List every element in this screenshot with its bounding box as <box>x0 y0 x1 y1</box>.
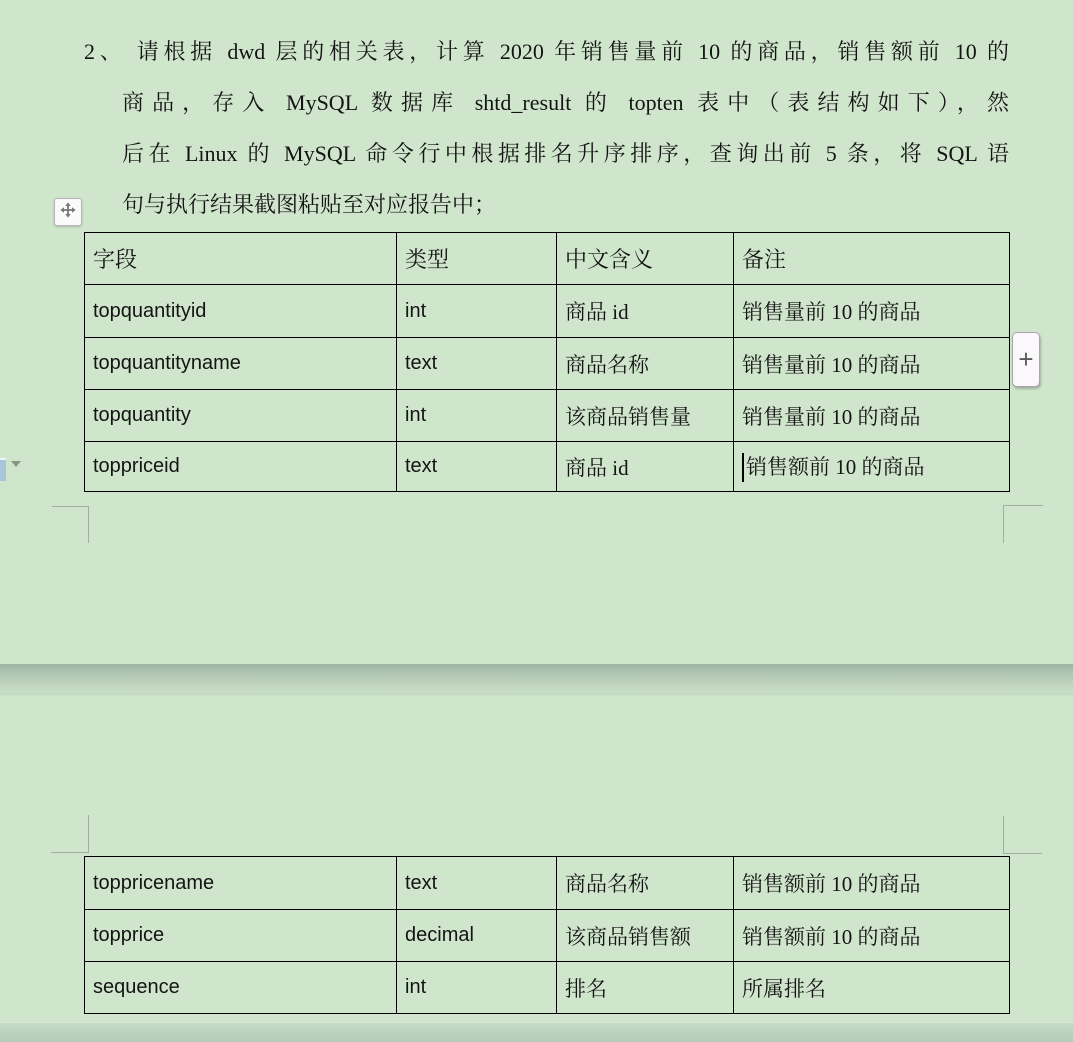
header-meaning[interactable]: 中文含义 <box>557 233 734 285</box>
margin-mark-page2-left <box>51 815 89 853</box>
paragraph-line[interactable]: 句与执行结果截图粘贴至对应报告中； <box>122 192 497 217</box>
table-header-row <box>85 233 1010 285</box>
paragraph-line[interactable]: 后在 Linux 的 MySQL 命令行中根据排名升序排序，查询出前 5 条，将 SQL 语 <box>122 141 1009 166</box>
page-break-gap <box>0 664 1073 696</box>
table-cell[interactable]: 商品 id <box>557 285 734 338</box>
edge-scroll-widget[interactable] <box>0 458 6 481</box>
table-cell[interactable]: 该商品销售量 <box>557 390 734 442</box>
table-row <box>85 442 1010 492</box>
table-cell[interactable]: int <box>397 390 557 442</box>
margin-mark-page1-left <box>52 506 89 543</box>
table-cell[interactable]: toppriceid <box>85 442 397 492</box>
table-cell[interactable]: 排名 <box>557 962 734 1014</box>
table-row <box>85 390 1010 442</box>
table-row <box>85 857 1010 910</box>
task-paragraph <box>84 26 1009 230</box>
text-cursor <box>742 453 744 482</box>
paragraph-line[interactable]: 2、 请根据 dwd 层的相关表，计算 2020 年销售量前 10 的商品，销售额前 10 的 <box>84 39 1009 64</box>
header-field[interactable]: 字段 <box>85 233 397 285</box>
add-row-button[interactable] <box>1012 332 1040 387</box>
topten-table-page1 <box>84 232 1010 492</box>
header-type[interactable]: 类型 <box>397 233 557 285</box>
table-cell[interactable]: 商品名称 <box>557 338 734 390</box>
margin-mark-page1-right <box>1003 505 1043 543</box>
table-cell[interactable]: 商品 id <box>557 442 734 492</box>
plus-icon: + <box>1018 344 1034 374</box>
table-cell[interactable]: topquantityname <box>85 338 397 390</box>
paragraph-line[interactable]: 商品，存入 MySQL 数据库 shtd_result 的 topten 表中（表结构如下），然 <box>122 90 1009 115</box>
topten-table-page2 <box>84 856 1010 1014</box>
table-row <box>85 338 1010 390</box>
table-cell[interactable]: topprice <box>85 910 397 962</box>
table-cell[interactable]: 销售额前 10 的商品 <box>734 910 1010 962</box>
table-cell[interactable]: 销售量前 10 的商品 <box>734 285 1010 338</box>
table-cell[interactable]: int <box>397 962 557 1014</box>
table-cell[interactable]: 商品名称 <box>557 857 734 910</box>
move-icon <box>59 201 77 224</box>
table-cell[interactable]: sequence <box>85 962 397 1014</box>
margin-mark-page2-right <box>1003 816 1042 854</box>
triangle-down-icon[interactable] <box>11 461 21 467</box>
table-cell[interactable]: text <box>397 442 557 492</box>
table-move-handle[interactable] <box>54 198 82 226</box>
table-row <box>85 285 1010 338</box>
table-cell[interactable]: text <box>397 857 557 910</box>
table-cell[interactable]: topquantity <box>85 390 397 442</box>
table-cell[interactable]: 销售量前 10 的商品 <box>734 338 1010 390</box>
table-cell[interactable]: 所属排名 <box>734 962 1010 1014</box>
table-cell[interactable]: toppricename <box>85 857 397 910</box>
table-cell[interactable]: text <box>397 338 557 390</box>
table-cell[interactable]: 销售额前 10 的商品 <box>734 442 1010 492</box>
table-row <box>85 910 1010 962</box>
table-cell[interactable]: 销售量前 10 的商品 <box>734 390 1010 442</box>
table-cell[interactable]: 销售额前 10 的商品 <box>734 857 1010 910</box>
table-cell[interactable]: decimal <box>397 910 557 962</box>
table-row <box>85 962 1010 1014</box>
table-cell[interactable]: int <box>397 285 557 338</box>
header-remark[interactable]: 备注 <box>734 233 1010 285</box>
table-cell[interactable]: topquantityid <box>85 285 397 338</box>
table-cell[interactable]: 该商品销售额 <box>557 910 734 962</box>
page-bottom-edge <box>0 1022 1073 1042</box>
